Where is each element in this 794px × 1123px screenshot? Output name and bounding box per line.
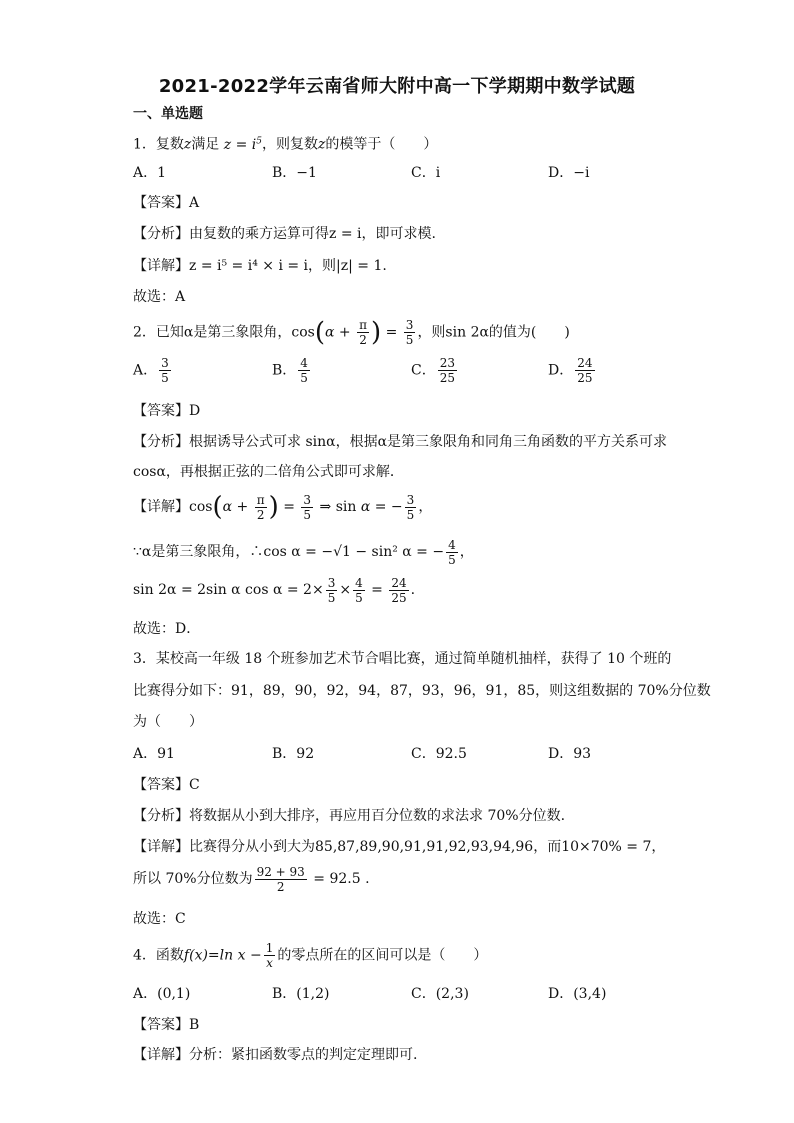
q3-option-d: D．93 — [548, 746, 592, 762]
page-title: 2021-2022学年云南省师大附中高一下学期期中数学试题 — [158, 76, 636, 97]
q2-detail: 【详解】cos(α + $\frac{\pi}{2}$ ) = $\frac{3}{5}$ ⇒ sin α = − $\frac{3}{5}$ ， — [133, 492, 433, 522]
q3-option-c: C．92.5 — [411, 746, 467, 762]
q2-analysis-cont: cosα，再根据正弦的二倍角公式即可求解． — [133, 464, 404, 480]
q2-detail-line3: sin 2α = 2sin α cos α = 2× $\frac{3}{5}$ × $\frac{4}{5}$ = $\frac{24}{25}$ . — [133, 575, 416, 605]
q2-detail-line2: ∵α是第三象限角，∴cos α = −√1 − sin² α = − $\frac{4}{5}$ ， — [133, 537, 474, 567]
q2-stem: 2．已知α是第三象限角，cos(α + $\frac{\pi}{2}$ ) = $\frac{3}{5}$ ，则sin 2α的值为( ) — [133, 317, 570, 348]
q3-stem: 3．某校高一年级 18 个班参加艺术节合唱比赛，通过简单随机抽样，获得了 10 个班的 — [133, 651, 672, 667]
q4-detail: 【详解】分析：紧扣函数零点的判定定理即可. — [133, 1047, 418, 1063]
q1-option-b: B．−1 — [272, 165, 317, 181]
q4-option-b: B．(1,2) — [272, 986, 330, 1002]
q2-option-c: C． $\frac{23}{25}$ — [411, 356, 455, 385]
q2-option-d: D． $\frac{24}{25}$ — [548, 356, 593, 385]
q4-option-c: C．(2,3) — [411, 986, 469, 1002]
q2-conclusion: 故选：D． — [133, 621, 201, 637]
q3-detail-line2: 所以 70%分位数为 $\frac{92 + 93}{2}$ = 92.5 . — [133, 864, 370, 894]
q3-conclusion: 故选：C — [133, 911, 186, 927]
q1-option-c: C．i — [411, 165, 441, 181]
q2-answer: 【答案】D — [133, 403, 201, 419]
q3-stem-cont: 比赛得分如下：91，89，90，92，94，87，93，96，91，85，则这组数据的 70%分位数 — [133, 683, 711, 699]
q4-answer: 【答案】B — [133, 1017, 200, 1033]
section-heading: 一、单选题 — [133, 106, 203, 122]
q1-detail: 【详解】z = i⁵ = i⁴ × i = i，则|z| = 1. — [133, 258, 387, 274]
q4-stem: 4．函数f(x)=ln x − $\frac{1}{x}$ 的零点所在的区间可以是（ ） — [133, 941, 488, 970]
q3-option-a: A．91 — [133, 746, 175, 762]
q4-option-d: D．(3,4) — [548, 986, 607, 1002]
q3-stem-end: 为（ ） — [133, 714, 203, 730]
q1-answer: 【答案】A — [133, 195, 200, 211]
q2-option-a: A． $\frac{3}{5}$ — [133, 356, 169, 385]
q1-conclusion: 故选：A — [133, 289, 186, 305]
q4-option-a: A．(0,1) — [133, 986, 191, 1002]
q3-answer: 【答案】C — [133, 777, 200, 793]
q1-analysis: 【分析】由复数的乘方运算可得z = i，即可求模. — [133, 226, 436, 242]
q1-stem: 1．复数z满足 $z = i^5$，则复数z的模等于（ ） — [133, 136, 438, 153]
q3-analysis: 【分析】将数据从小到大排序，再应用百分位数的求法求 70%分位数. — [133, 808, 566, 824]
q3-detail: 【详解】比赛得分从小到大为85,87,89,90,91,91,92,93,94,96，而10×70% = 7， — [133, 839, 666, 855]
q2-analysis: 【分析】根据诱导公式可求 sinα，根据α是第三象限角和同角三角函数的平方关系可求 — [133, 434, 668, 450]
q1-option-d: D．−i — [548, 165, 590, 181]
q2-option-b: B． $\frac{4}{5}$ — [272, 356, 308, 385]
q3-option-b: B．92 — [272, 746, 315, 762]
q1-option-a: A．1 — [133, 165, 167, 181]
